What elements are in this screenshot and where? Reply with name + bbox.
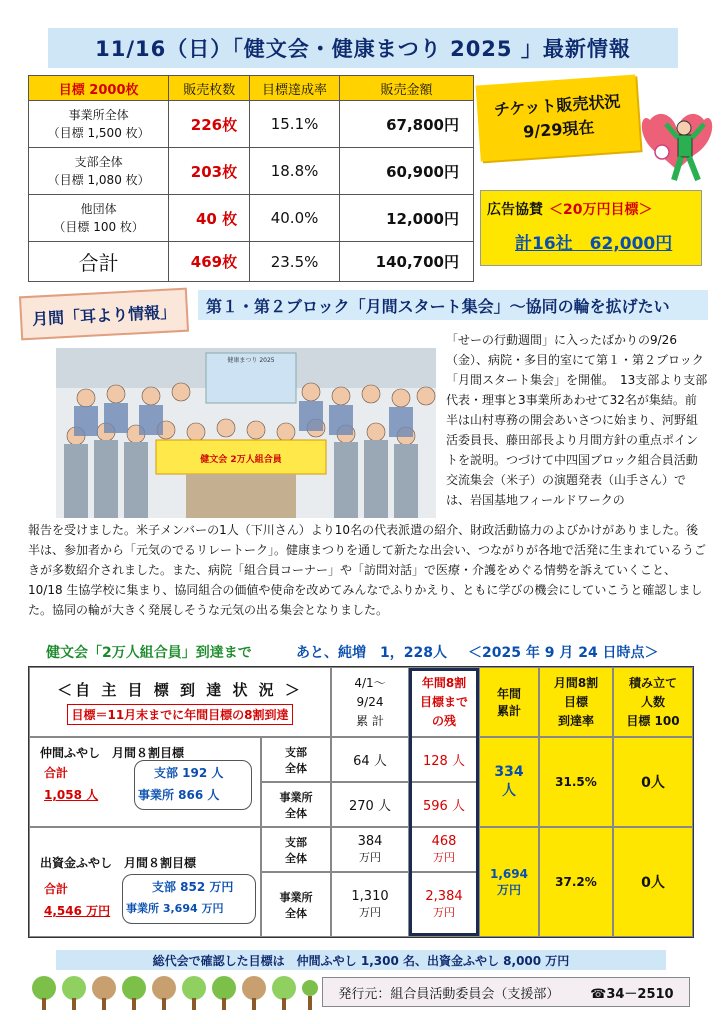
ticket-status-box	[476, 75, 641, 162]
mascot-illustration	[640, 110, 714, 190]
value-line: 468	[431, 834, 457, 849]
ad-result: 計16社 62,000円	[515, 234, 673, 254]
category-goal: （目標 1,500 枚）	[47, 126, 150, 140]
table-row	[29, 101, 474, 148]
row-amount: 67,800円	[340, 101, 474, 148]
capital-total-value: 4,546 万円	[44, 904, 111, 918]
total-amount: 140,700円	[340, 242, 474, 282]
header-stack-line: 目標 100	[626, 713, 680, 728]
member-goal-cell	[29, 737, 261, 827]
header-goal: 目標 2000枚	[29, 76, 169, 101]
unit-line: 万円	[433, 851, 455, 864]
unit-line: 万円	[359, 906, 381, 919]
label-line: 事業所	[279, 790, 313, 804]
unit-line: 万円	[433, 906, 455, 919]
row-count: 226枚	[169, 101, 250, 148]
total-rate: 23.5%	[250, 242, 340, 282]
total-row	[29, 242, 474, 282]
footer-goal-note: 総代会で確認した目標は 仲間ふやし 1,300 名、出資金ふやし 8,000 万円	[56, 950, 666, 970]
header-rate-line: 到達率	[557, 713, 594, 728]
publisher-phone: ☎34－2510	[590, 986, 674, 1002]
header-stack-line: 積み立て	[628, 675, 677, 690]
category-name: 事業所全体	[68, 108, 129, 122]
header-cumul-line: 累 計	[356, 713, 384, 728]
header-rate: 目標達成率	[250, 76, 340, 101]
ad-sponsorship-box	[480, 190, 702, 266]
capital-office-cumul	[331, 872, 409, 937]
capital-office-remain	[409, 872, 479, 937]
member-total-value: 1,058 人	[44, 788, 99, 802]
goals-status-table	[28, 666, 694, 938]
publisher-label: 発行元：組合員活動委員会（支援部）	[338, 986, 560, 1002]
ad-label: 広告協賛	[487, 202, 543, 218]
row-rate: 18.8%	[250, 148, 340, 195]
header-rate-line: 目標	[563, 694, 588, 709]
section-title: 第１・第２ブロック「月間スタート集会」～協同の輪を拡げたい	[198, 290, 708, 320]
header-rate	[539, 667, 613, 737]
member-office-label	[261, 782, 331, 827]
member-branch-goal: 支部 192 人	[154, 766, 224, 780]
annual-line: 万円	[496, 882, 521, 897]
capital-annual	[479, 827, 539, 937]
header-cumul-line: 4/1～	[354, 675, 386, 690]
header-rate-line: 月間8割	[553, 675, 599, 690]
capital-total-label: 合計	[44, 882, 69, 896]
membership-goal-label: 健文会「2万人組合員」到達まで	[46, 645, 252, 661]
member-branch-cumul: 64 人	[331, 737, 409, 782]
capital-goal-cell	[29, 827, 261, 937]
category-name: 他団体	[80, 202, 117, 216]
row-count: 203枚	[169, 148, 250, 195]
category-name: 支部全体	[74, 155, 123, 169]
header-remain-line: の残	[431, 713, 456, 728]
header-annual	[479, 667, 539, 737]
status-title: チケット販売状況	[493, 91, 621, 120]
category-goal: （目標 1,080 枚）	[47, 173, 150, 187]
status-date: 9/29現在	[522, 117, 596, 142]
header-stack-line: 人数	[640, 694, 665, 709]
value-line: 2,384	[425, 889, 463, 904]
member-stack: 0人	[613, 737, 693, 827]
group-photo	[56, 348, 436, 518]
total-count: 469枚	[169, 242, 250, 282]
annual-line: 1,694	[490, 866, 528, 881]
ad-goal: ＜20万円目標＞	[549, 202, 653, 218]
row-category	[29, 148, 169, 195]
goals-title-cell	[29, 667, 331, 737]
section-tag: 月間「耳より情報」	[19, 288, 189, 341]
goals-title: ＜自 主 目 標 到 達 状 況 ＞	[57, 681, 303, 699]
label-line: 支部	[285, 835, 307, 849]
row-amount: 12,000円	[340, 195, 474, 242]
photo-sign-text: 健文会 2万人組合員	[200, 455, 282, 465]
member-branch-label	[261, 737, 331, 782]
member-office-cumul: 270 人	[331, 782, 409, 827]
capital-office-goal: 事業所 3,694 万円	[126, 902, 224, 915]
membership-remaining: あと、純増 1，228人	[296, 645, 447, 661]
row-rate: 15.1%	[250, 101, 340, 148]
row-category	[29, 195, 169, 242]
ad-header	[487, 199, 695, 219]
membership-date: ＜2025 年 9 月 24 日時点＞	[468, 645, 659, 661]
header-cumul-line: 9/24	[356, 694, 384, 709]
article-text-bottom: 報告を受けました。米子メンバーの1人（下川さん）より10名の代表派遣の紹介、財政活動協力のよびかけがありました。後半は、参加者から「元気のでるリレートーク」。健康まつりを通して新たな出会い、つながりが各地で活発に生まれているうごきが多数紹介されました。また、病院「組合員コーナー」や「訪問対話」で医療・介護をめぐる情勢を訴えていくこと、10/18 生協学校に集まり、協同組合の価値や使命を改めてみんなでふりかえり、ともに学びの機会にしていこうと確認しました。協同の輪が大きく発展しそうな元気の出る集会となりました。	[28, 523, 707, 617]
capital-stack: 0人	[613, 827, 693, 937]
label-line: 全体	[285, 851, 307, 865]
publisher-box	[322, 977, 690, 1007]
capital-rate: 37.2%	[539, 827, 613, 937]
capital-office-label	[261, 872, 331, 937]
table-row	[29, 195, 474, 242]
header-remain-line: 年間8割	[421, 675, 467, 690]
member-office-goal: 事業所 866 人	[138, 788, 220, 802]
label-line: 支部	[285, 745, 307, 759]
member-annual	[479, 737, 539, 827]
row-category	[29, 101, 169, 148]
goals-subtitle: 目標＝11月末までに年間目標の8割到達	[67, 704, 292, 725]
capital-branch-cumul	[331, 827, 409, 872]
member-rate: 31.5%	[539, 737, 613, 827]
unit-line: 万円	[359, 851, 381, 864]
member-total-label: 合計	[44, 766, 69, 780]
header-annual-line: 年間	[496, 687, 521, 701]
header-cumulative	[331, 667, 409, 737]
label-line: 事業所	[279, 890, 313, 904]
capital-branch-remain	[409, 827, 479, 872]
row-rate: 40.0%	[250, 195, 340, 242]
annual-line: 人	[502, 783, 516, 799]
label-line: 全体	[285, 906, 307, 920]
table-header-row	[29, 76, 474, 101]
capital-title: 出資金ふやし 月間８割目標	[40, 856, 197, 870]
header-remaining	[409, 667, 479, 737]
category-goal: （目標 100 枚）	[53, 220, 144, 234]
header-annual-line: 累計	[496, 704, 521, 718]
photo-banner-text: 健康まつり 2025	[227, 357, 275, 364]
value-line: 384	[357, 834, 383, 849]
header-remain-line: 目標まで	[419, 694, 468, 709]
row-amount: 60,900円	[340, 148, 474, 195]
header-count: 販売枚数	[169, 76, 250, 101]
trees-illustration	[30, 972, 318, 1012]
member-title: 仲間ふやし 月間８割目標	[40, 746, 185, 760]
member-branch-remain: 128 人	[409, 737, 479, 782]
capital-branch-label	[261, 827, 331, 872]
header-stack	[613, 667, 693, 737]
row-count: 40 枚	[169, 195, 250, 242]
label-line: 全体	[285, 806, 307, 820]
value-line: 1,310	[351, 889, 389, 904]
capital-branch-goal: 支部 852 万円	[152, 880, 234, 894]
table-row	[29, 148, 474, 195]
total-label: 合計	[29, 242, 169, 282]
header-amount: 販売金額	[340, 76, 474, 101]
ticket-sales-table	[28, 75, 474, 282]
page-title: 11/16（日）「健文会・健康まつり 2025 」最新情報	[48, 28, 678, 68]
annual-line: 334	[494, 764, 524, 780]
member-office-remain: 596 人	[409, 782, 479, 827]
article-text-right: 「せーの行動週間」に入ったばかりの9/26（金）、病院・多目的室にて第１・第２ブロック「月間スタート集会」を開催。 13支部より支部代表・理事と3事業所あわせて32名が集結。前半は山村専務の開会あいさつに始まり、河野組活委員長、藤田部長より月間方針の重点ポイントを説明。つづけて中四国ブロック組合員活動交流集会（米子）の演題発表（山手さん）では、岩国基地フィールドワークの	[446, 333, 708, 507]
label-line: 全体	[285, 761, 307, 775]
